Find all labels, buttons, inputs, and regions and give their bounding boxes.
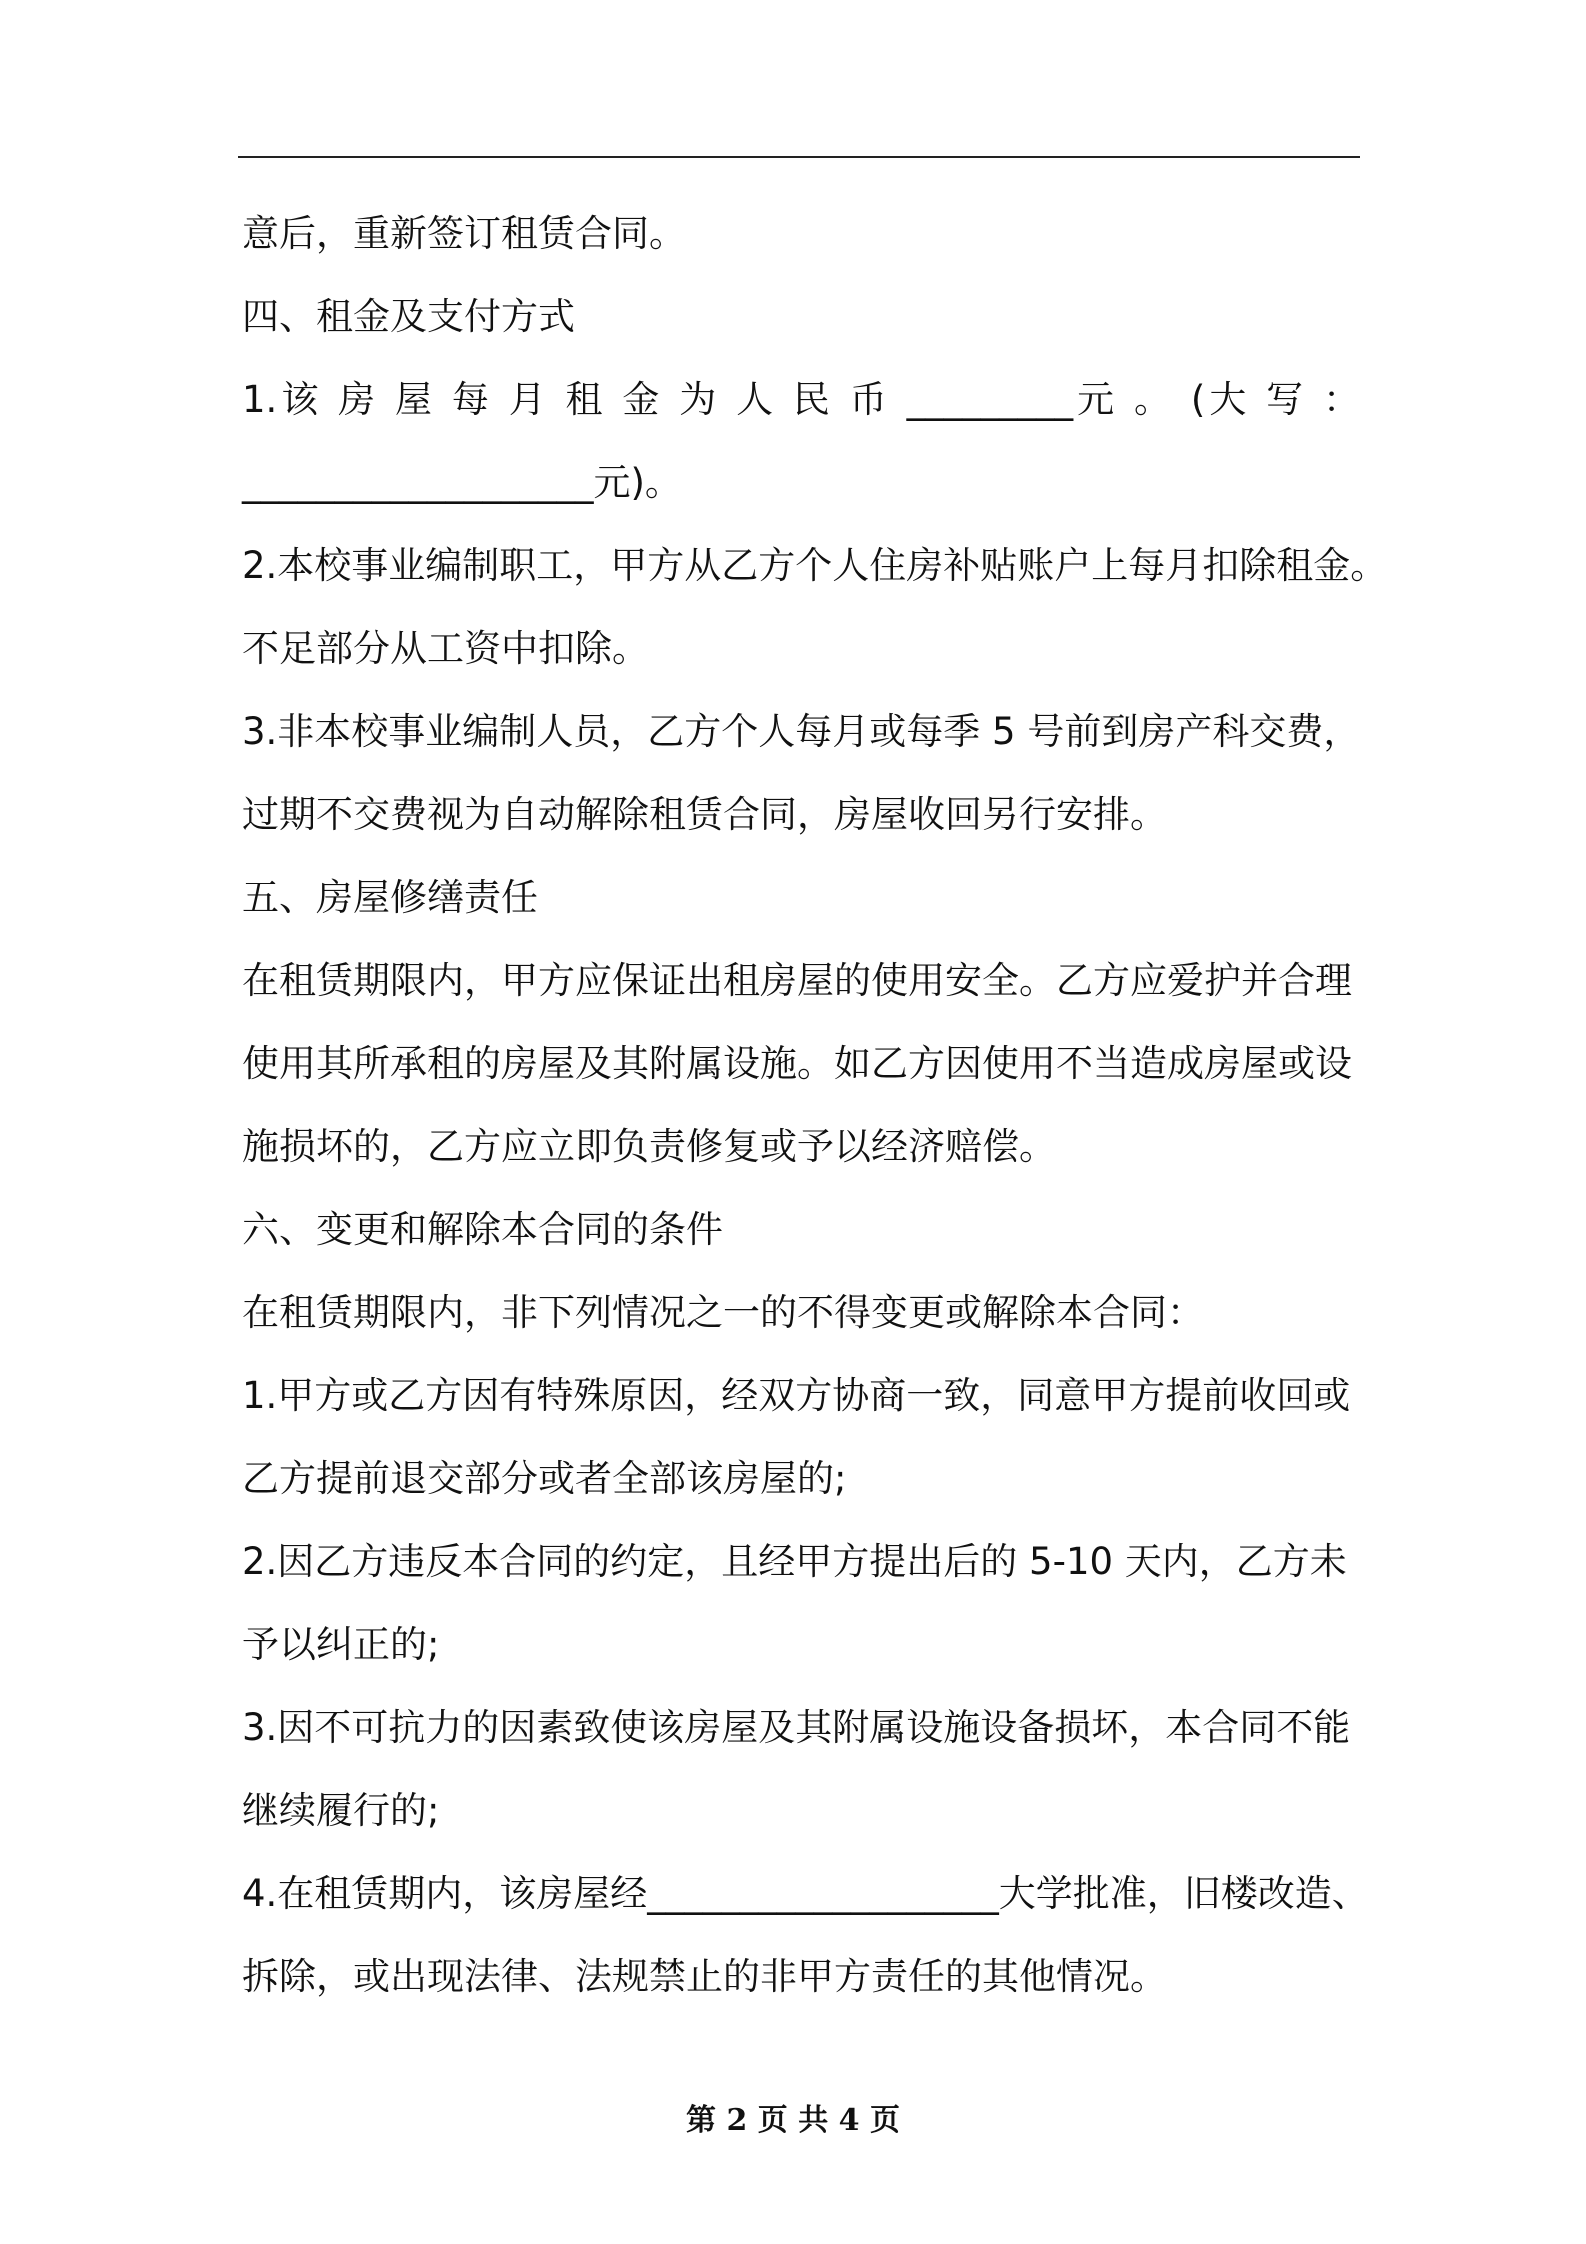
text-line: 1.甲方或乙方因有特殊原因，经双方协商一致，同意甲方提前收回或 (242, 1374, 1351, 1417)
text-line: 3.因不可抗力的因素致使该房屋及其附属设施设备损坏，本合同不能 (242, 1706, 1351, 1749)
text-line: 继续履行的; (242, 1789, 440, 1832)
text-line: 1.该 房 屋 每 月 租 金 为 人 民 币 _________元 。 (大 写 ： (242, 378, 1360, 421)
text-line: 在租赁期限内，非下列情况之一的不得变更或解除本合同： (242, 1291, 1204, 1334)
text-line: 2.因乙方违反本合同的约定，且经甲方提出后的 5-10 天内，乙方未 (242, 1540, 1347, 1583)
text-line: 过期不交费视为自动解除租赁合同，房屋收回另行安排。 (242, 793, 1167, 836)
section-heading-rent-payment: 四、租金及支付方式 (242, 295, 575, 338)
text-line: 施损坏的，乙方应立即负责修复或予以经济赔偿。 (242, 1125, 1056, 1168)
page-number: 第 2 页 共 4 页 (686, 2103, 900, 2138)
text-line: 意后，重新签订租赁合同。 (242, 212, 686, 255)
text-line: 3.非本校事业编制人员，乙方个人每月或每季 5 号前到房产科交费， (242, 710, 1361, 753)
text-line: 拆除，或出现法律、法规禁止的非甲方责任的其他情况。 (242, 1955, 1167, 1998)
text-line: 乙方提前退交部分或者全部该房屋的; (242, 1457, 847, 1500)
text-line: 4.在租赁期内，该房屋经___________________大学批准，旧楼改造、 (242, 1872, 1369, 1915)
text-line: 使用其所承租的房屋及其附属设施。如乙方因使用不当造成房屋或设 (242, 1042, 1352, 1085)
text-line: 在租赁期限内，甲方应保证出租房屋的使用安全。乙方应爱护并合理 (242, 959, 1352, 1002)
text-line: 2.本校事业编制职工，甲方从乙方个人住房补贴账户上每月扣除租金。 (242, 544, 1388, 587)
section-heading-repair-duty: 五、房屋修缮责任 (242, 876, 538, 919)
text-line: ___________________元)。 (242, 461, 682, 504)
text-line: 予以纠正的; (242, 1623, 440, 1666)
text-line: 不足部分从工资中扣除。 (242, 627, 649, 670)
document-body (242, 192, 1388, 2018)
section-heading-termination: 六、变更和解除本合同的条件 (242, 1208, 723, 1251)
header-rule (238, 156, 1360, 158)
